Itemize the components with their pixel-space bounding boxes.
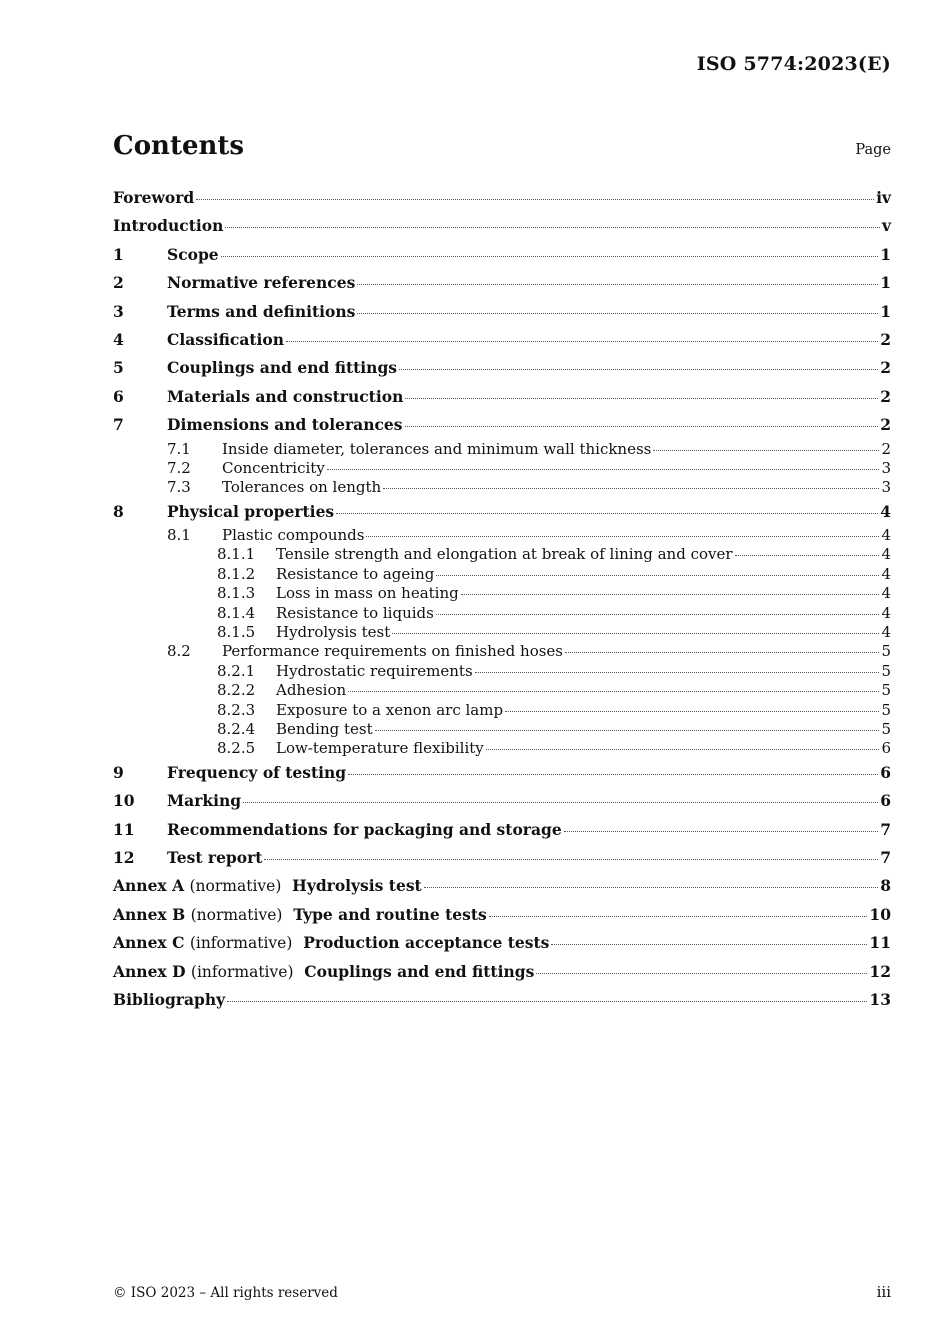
- dot-leader: [221, 256, 879, 257]
- toc-entry-number: 8.1.1: [217, 545, 256, 564]
- toc-entry-title: Physical properties: [167, 501, 335, 521]
- annex-label: Annex B: [113, 904, 186, 924]
- toc-entry-title: Normative references: [167, 273, 356, 293]
- toc-entry-number: 8.1.2: [217, 564, 256, 583]
- dot-leader: [536, 973, 867, 974]
- toc-entry[interactable]: [113, 584, 891, 603]
- toc-entry[interactable]: [113, 241, 891, 269]
- toc-entry-number: 12: [113, 847, 135, 867]
- toc-entry-page: v: [881, 216, 891, 236]
- dot-leader: [243, 802, 878, 803]
- toc-entry[interactable]: [113, 872, 891, 900]
- toc-entry-page: 7: [880, 819, 891, 839]
- toc-entry-number: 2: [113, 273, 124, 293]
- dot-leader: [461, 594, 880, 595]
- dot-leader: [735, 555, 880, 556]
- page-number: iii: [876, 1283, 891, 1301]
- copyright-notice: © ISO 2023 – All rights reserved: [113, 1285, 338, 1301]
- annex-title: Type and routine tests: [293, 904, 487, 924]
- toc-entry-title: Loss in mass on heating: [276, 584, 459, 603]
- toc-entry-number: 8.1: [167, 526, 191, 545]
- page-title: Contents: [113, 131, 245, 161]
- toc-entry-number: 7.2: [167, 458, 191, 477]
- toc-entry-number: 3: [113, 301, 124, 321]
- toc-entry[interactable]: [113, 269, 891, 297]
- toc-entry[interactable]: [113, 901, 891, 929]
- toc-entry-page: 4: [881, 603, 891, 622]
- annex-type: (normative): [189, 877, 282, 896]
- toc-entry[interactable]: [113, 958, 891, 986]
- toc-entry-number: 5: [113, 358, 124, 378]
- toc-entry-title: Terms and definitions: [167, 301, 356, 321]
- annex-type: (informative): [190, 962, 294, 981]
- toc-entry-title: Bibliography: [113, 989, 226, 1009]
- toc-entry[interactable]: [113, 929, 891, 957]
- toc-entry-title: Concentricity: [222, 458, 325, 477]
- toc-entry-number: 7.3: [167, 478, 191, 497]
- toc-entry-title: Test report: [167, 847, 263, 867]
- dot-leader: [286, 341, 878, 342]
- toc-entry[interactable]: [113, 701, 891, 720]
- dot-leader: [505, 711, 879, 712]
- toc-entry[interactable]: [113, 459, 891, 478]
- toc-entry[interactable]: [113, 440, 891, 459]
- toc-entry[interactable]: [113, 604, 891, 623]
- toc-entry-page: 3: [881, 458, 891, 477]
- toc-entry-number: 8.1.3: [217, 584, 256, 603]
- toc-entry-number: 9: [113, 762, 124, 782]
- toc-entry-page: 1: [880, 301, 891, 321]
- dot-leader: [357, 284, 878, 285]
- toc-entry-page: 6: [881, 739, 891, 758]
- toc-entry-page: 4: [881, 623, 891, 642]
- toc-entry-page: 4: [880, 501, 891, 521]
- dot-leader: [336, 513, 878, 514]
- toc-entry-title: [113, 901, 487, 929]
- toc-entry-page: 5: [881, 681, 891, 700]
- annex-title: Couplings and end fittings: [304, 961, 535, 981]
- toc-entry-title: Dimensions and tolerances: [167, 415, 403, 435]
- toc-entry-title: Hydrostatic requirements: [276, 661, 473, 680]
- dot-leader: [424, 887, 878, 888]
- toc-entry-page: 2: [880, 358, 891, 378]
- dot-leader: [475, 672, 880, 673]
- dot-leader: [489, 916, 868, 917]
- dot-leader: [348, 774, 878, 775]
- toc-entry-title: Inside diameter, tolerances and minimum wall thickness: [222, 439, 652, 458]
- toc-entry-title: Exposure to a xenon arc lamp: [276, 700, 504, 719]
- toc-entry[interactable]: [113, 326, 891, 354]
- toc-entry-number: 10: [113, 791, 135, 811]
- annex-title: Hydrolysis test: [292, 876, 422, 896]
- toc-entry-number: 8.2.2: [217, 681, 256, 700]
- annex-label: Annex C: [113, 933, 185, 953]
- toc-entry-number: 7.1: [167, 439, 191, 458]
- toc-entry-title: Classification: [167, 329, 285, 349]
- toc-entry-number: 11: [113, 819, 135, 839]
- toc-entry[interactable]: [113, 739, 891, 758]
- toc-entry[interactable]: [113, 354, 891, 382]
- dot-leader: [486, 749, 880, 750]
- dot-leader: [551, 944, 867, 945]
- page-column-label: Page: [855, 142, 891, 158]
- annex-title: Production acceptance tests: [303, 933, 550, 953]
- toc-entry-number: 8.2.3: [217, 700, 256, 719]
- dot-leader: [264, 859, 878, 860]
- dot-leader: [327, 469, 880, 470]
- toc-entry[interactable]: [113, 526, 891, 545]
- toc-entry-page: 1: [880, 244, 891, 264]
- toc-entry-title: Bending test: [276, 719, 373, 738]
- toc-entry-page: 1: [880, 273, 891, 293]
- toc-entry[interactable]: [113, 681, 891, 700]
- toc-entry-page: 6: [880, 791, 891, 811]
- toc-entry-page: 2: [881, 439, 891, 458]
- toc-entry-page: 2: [880, 386, 891, 406]
- toc-entry-title: [113, 929, 549, 957]
- dot-leader: [348, 691, 879, 692]
- annex-label: Annex D: [113, 961, 186, 981]
- toc-entry[interactable]: [113, 759, 891, 787]
- toc-entry[interactable]: [113, 498, 891, 526]
- toc-entry-page: 5: [881, 642, 891, 661]
- toc-entry-title: [113, 958, 534, 986]
- toc-entry-page: 4: [881, 564, 891, 583]
- toc-entry-page: 5: [881, 719, 891, 738]
- annex-type: (informative): [189, 934, 293, 953]
- toc-entry-page: 13: [869, 989, 891, 1009]
- toc-entry-number: 7: [113, 415, 124, 435]
- toc-entry-title: Plastic compounds: [222, 526, 365, 545]
- dot-leader: [227, 1001, 867, 1002]
- dot-leader: [405, 426, 879, 427]
- toc-entry-number: 8.2.4: [217, 719, 256, 738]
- dot-leader: [375, 730, 880, 731]
- toc-entry[interactable]: [113, 844, 891, 872]
- toc-entry-number: 8.2.5: [217, 739, 256, 758]
- annex-label: Annex A: [113, 876, 185, 896]
- toc-entry-page: 7: [880, 847, 891, 867]
- dot-leader: [399, 369, 878, 370]
- toc-entry-page: 2: [880, 415, 891, 435]
- toc-entry[interactable]: [113, 298, 891, 326]
- toc-entry-title: Frequency of testing: [167, 762, 347, 782]
- dot-leader: [564, 831, 879, 832]
- toc-entry[interactable]: [113, 642, 891, 661]
- toc-entry[interactable]: [113, 986, 891, 1014]
- toc-entry[interactable]: [113, 720, 891, 739]
- toc-entry-number: 4: [113, 329, 124, 349]
- toc-entry-page: 6: [880, 762, 891, 782]
- annex-type: (normative): [190, 905, 283, 924]
- dot-leader: [653, 450, 879, 451]
- dot-leader: [196, 199, 874, 200]
- dot-leader: [565, 652, 879, 653]
- toc-entry-page: 4: [881, 584, 891, 603]
- toc-entry[interactable]: [113, 662, 891, 681]
- dot-leader: [357, 313, 878, 314]
- toc-entry-title: Scope: [167, 244, 219, 264]
- toc-entry-title: Tensile strength and elongation at break of lining and cover: [276, 545, 733, 564]
- toc-entry-page: 3: [881, 478, 891, 497]
- toc-entry-page: 8: [880, 876, 891, 896]
- dot-leader: [366, 536, 879, 537]
- dot-leader: [436, 614, 880, 615]
- dot-leader: [383, 488, 879, 489]
- toc-entry-title: Adhesion: [276, 681, 347, 700]
- toc-entry-page: 2: [880, 329, 891, 349]
- toc-entry-page: 11: [869, 933, 891, 953]
- toc-entry-page: 5: [881, 700, 891, 719]
- toc-entry-number: 8: [113, 501, 124, 521]
- dot-leader: [392, 633, 879, 634]
- toc-entry-number: 8.2.1: [217, 661, 256, 680]
- toc-entry-title: Hydrolysis test: [276, 623, 391, 642]
- toc-entry[interactable]: [113, 565, 891, 584]
- toc-entry-number: 8.2: [167, 642, 191, 661]
- toc-entry-page: 12: [869, 961, 891, 981]
- toc-entry[interactable]: [113, 623, 891, 642]
- toc-entry-title: Resistance to ageing: [276, 564, 435, 583]
- toc-entry-title: Performance requirements on finished hoses: [222, 642, 563, 661]
- dot-leader: [225, 227, 880, 228]
- dot-leader: [436, 575, 879, 576]
- toc-entry-number: 8.1.5: [217, 623, 256, 642]
- toc-entry-page: iv: [876, 188, 891, 207]
- toc-entry[interactable]: [113, 184, 891, 212]
- toc-entry-title: Marking: [167, 791, 242, 811]
- toc-entry[interactable]: [113, 478, 891, 497]
- toc-entry-number: 1: [113, 244, 124, 264]
- dot-leader: [405, 398, 878, 399]
- toc-entry-title: [113, 872, 422, 900]
- toc-entry-title: Low-temperature flexibility: [276, 739, 484, 758]
- toc-entry[interactable]: [113, 816, 891, 844]
- toc-entry-title: Materials and construction: [167, 386, 404, 406]
- toc-entry-page: 5: [881, 661, 891, 680]
- document-id: ISO 5774:2023(E): [696, 53, 891, 75]
- toc-entry[interactable]: [113, 383, 891, 411]
- toc-entry-page: 4: [881, 526, 891, 545]
- toc-entry[interactable]: [113, 787, 891, 815]
- toc-entry-number: 6: [113, 386, 124, 406]
- toc-entry-page: 4: [881, 545, 891, 564]
- toc-entry-title: Couplings and end fittings: [167, 358, 398, 378]
- toc-entry-title: Resistance to liquids: [276, 603, 434, 622]
- toc-entry-title: Tolerances on length: [222, 478, 382, 497]
- toc-entry-title: Introduction: [113, 216, 224, 236]
- toc-entry[interactable]: [113, 545, 891, 564]
- table-of-contents: [113, 184, 891, 1014]
- toc-entry[interactable]: [113, 212, 891, 240]
- toc-entry-page: 10: [869, 904, 891, 924]
- toc-entry-number: 8.1.4: [217, 603, 256, 622]
- toc-entry-title: Foreword: [113, 188, 195, 207]
- toc-entry-title: Recommendations for packaging and storage: [167, 819, 562, 839]
- toc-entry[interactable]: [113, 411, 891, 439]
